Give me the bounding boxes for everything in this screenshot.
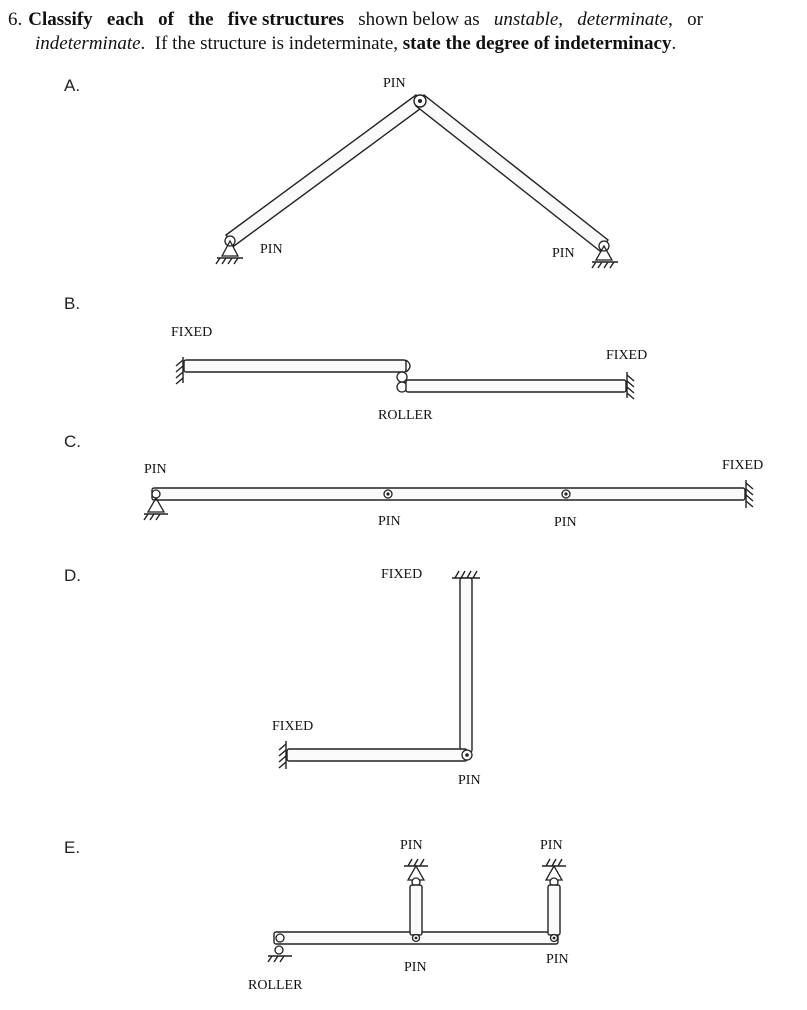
a-right-member [416, 95, 608, 251]
d-corner-pin-label: PIN [458, 773, 481, 788]
c-mid-pin-1-label: PIN [378, 514, 401, 529]
b-right-fixed-support-icon [627, 372, 634, 399]
e-pin-right-label: PIN [546, 952, 569, 967]
b-left-fixed-support-icon [176, 357, 183, 384]
q-shown-below: shown below as [358, 9, 480, 30]
c-beam [152, 488, 745, 500]
q-of: of [158, 9, 174, 30]
d-left-fixed-support-icon [279, 741, 286, 769]
a-top-pin-label: PIN [383, 76, 406, 91]
b-left-beam [184, 360, 406, 372]
d-top-fixed-label: FIXED [381, 567, 423, 582]
structure-e [268, 859, 566, 962]
e-link-2 [542, 859, 566, 942]
e-pin-top-2-label: PIN [540, 838, 563, 853]
d-horizontal-member [287, 749, 467, 761]
section-letter-c: C. [64, 432, 81, 451]
q-indeterminate: indeterminate [35, 33, 141, 54]
c-left-pin-label: PIN [144, 462, 167, 477]
q-determinate: determinate [577, 9, 669, 30]
structure-b [176, 357, 634, 399]
question-number: 6. [8, 9, 23, 30]
q-state-text: state the degree of indeterminacy [402, 33, 672, 54]
q-if-text: If the structure is indeterminate, [154, 33, 398, 54]
section-letter-e: E. [64, 838, 81, 857]
d-vertical-member [460, 578, 472, 752]
q-five-structures: five structures [227, 9, 345, 30]
e-roller-label: ROLLER [248, 978, 303, 993]
e-pin-mid-label: PIN [404, 960, 427, 975]
c-right-fixed-label: FIXED [722, 458, 764, 473]
b-right-fixed-label: FIXED [606, 348, 648, 363]
b-left-fixed-label: FIXED [171, 325, 213, 340]
c-right-fixed-support-icon [746, 480, 753, 508]
d-left-fixed-label: FIXED [272, 719, 314, 734]
c-internal-pin-1-icon [384, 490, 392, 498]
q-the: the [188, 9, 214, 30]
structure-d [279, 571, 480, 769]
b-right-beam [406, 380, 626, 392]
section-letter-a: A. [64, 76, 81, 95]
e-link-1 [404, 859, 428, 942]
section-letter-d: D. [64, 566, 81, 585]
a-right-pin-label: PIN [552, 246, 575, 261]
question-text: 6. Classify each of the five structures shown below as unstable, determinate, or indeterminate. If the structure is indeterminate, state the degree of indeterminacy. [8, 9, 703, 54]
q-unstable: unstable [493, 9, 559, 30]
q-each: each [106, 9, 144, 30]
e-pin-top-1-label: PIN [400, 838, 423, 853]
d-corner-pin-icon [462, 750, 472, 760]
a-left-pin-label: PIN [260, 242, 283, 257]
c-mid-pin-2-label: PIN [554, 515, 577, 530]
b-roller-label: ROLLER [378, 408, 433, 423]
a-left-member [226, 95, 424, 246]
q-or: or [687, 9, 703, 30]
c-internal-pin-2-icon [562, 490, 570, 498]
section-letter-b: B. [64, 294, 81, 313]
d-top-fixed-support-icon [452, 571, 480, 578]
q-classify: Classify [28, 9, 93, 30]
structure-c [144, 480, 753, 520]
